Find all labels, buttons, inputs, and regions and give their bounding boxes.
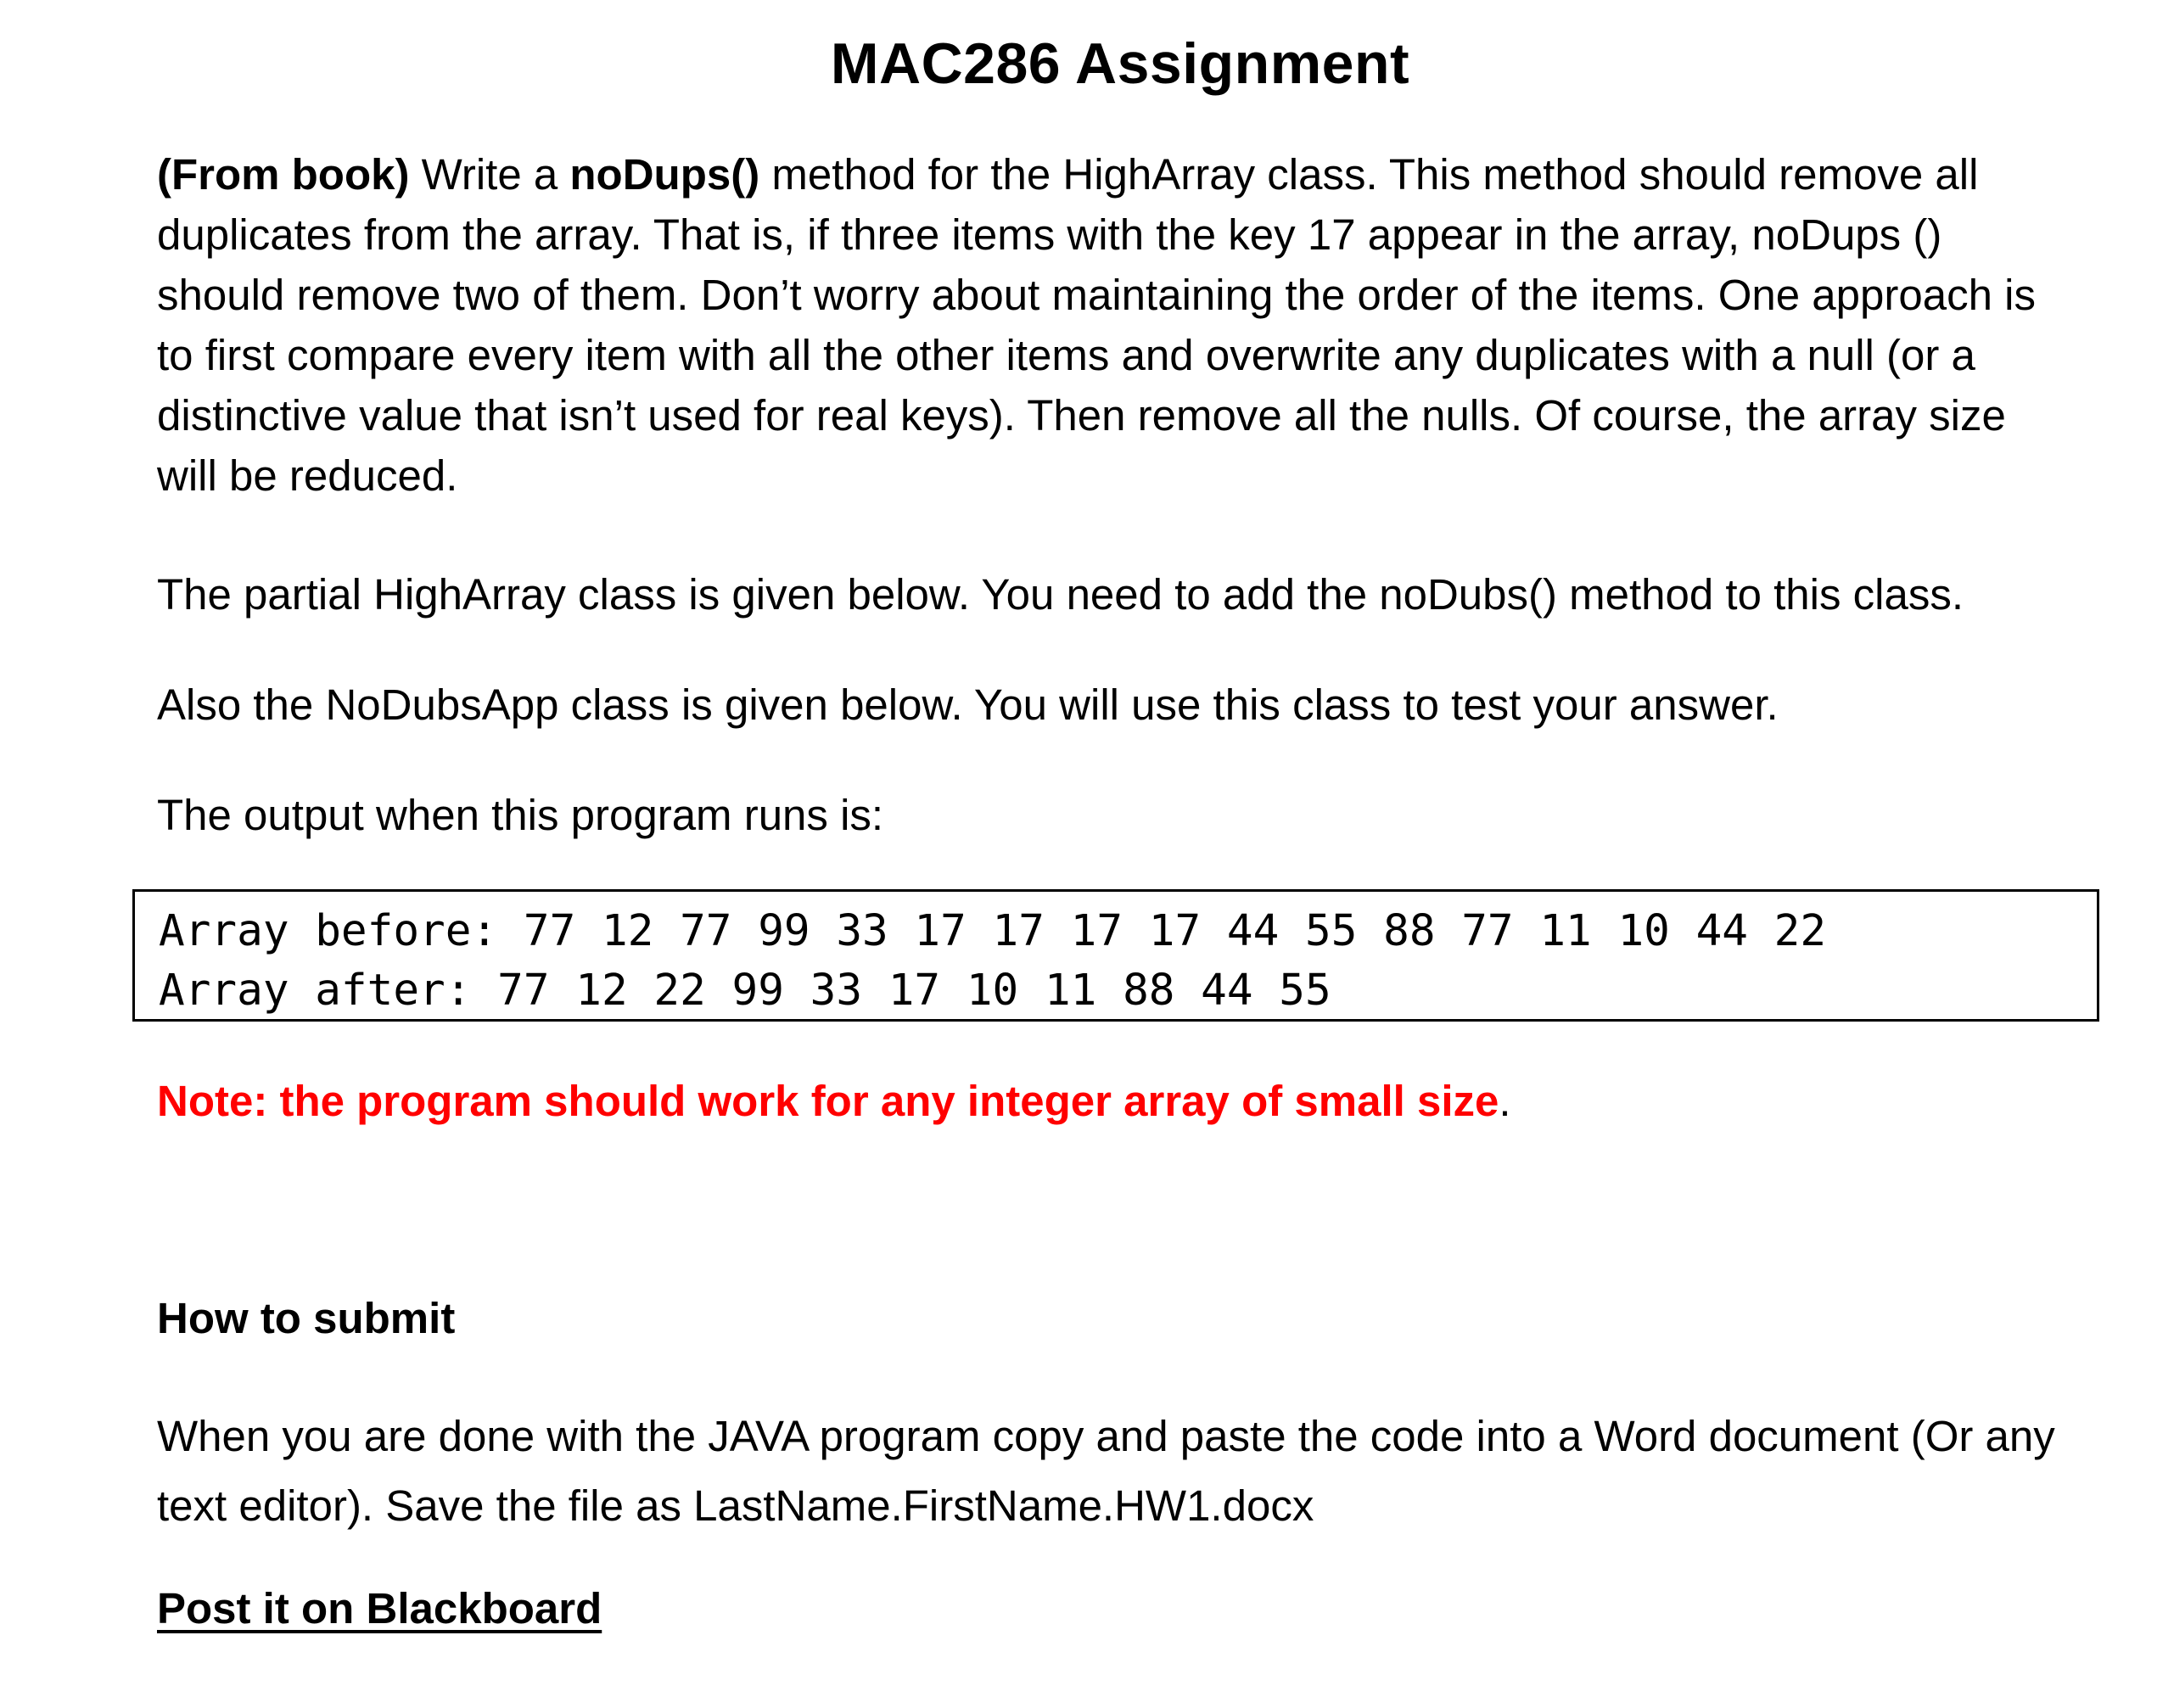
- note-period: .: [1499, 1077, 1511, 1125]
- output-line-after: Array after: 77 12 22 99 33 17 10 11 88 44 55: [159, 966, 1331, 1016]
- output-code-box: [132, 889, 2099, 1022]
- note-body: Note: the program should work for any integer array of small size: [157, 1077, 1499, 1125]
- intro-text-a: Write a: [409, 150, 570, 199]
- app-class-paragraph: Also the NoDubsApp class is given below. You will use this class to test your answer.: [157, 680, 1779, 729]
- submit-heading: How to submit: [157, 1294, 456, 1342]
- page-title: MAC286 Assignment: [830, 31, 1410, 96]
- output-line-before: Array before: 77 12 77 99 33 17 17 17 17 44 55 88 77 11 10 44 22: [159, 906, 1827, 956]
- source-label: (From book): [157, 150, 410, 199]
- method-name: noDups(): [569, 150, 760, 199]
- submit-instructions: When you are done with the JAVA program copy and paste the code into a Word document (Or any text editor). Save the file as LastName.FirstName.HW1.docx: [157, 1412, 2055, 1530]
- output-intro-paragraph: The output when this program runs is:: [157, 791, 884, 839]
- intro-text-b: method for the HighArray class. This method should remove all duplicates from the array. That is, if three items with the key 17 appear in the array, noDups () should remove two of them. Don’t worry about maintaining the order of the items. One approach is to first compare every item with all the other items and overwrite any duplicates with a null (or a distinctive value that isn’t used for real keys). Then remove all the nulls. Of course, the array size will be reduced.: [157, 150, 2036, 500]
- post-blackboard-label: Post it on Blackboard: [157, 1584, 602, 1632]
- partial-class-paragraph: The partial HighArray class is given below. You need to add the noDubs() method to this class.: [157, 570, 1964, 619]
- intro-paragraph: [157, 144, 2075, 506]
- note-text: [157, 1071, 1511, 1131]
